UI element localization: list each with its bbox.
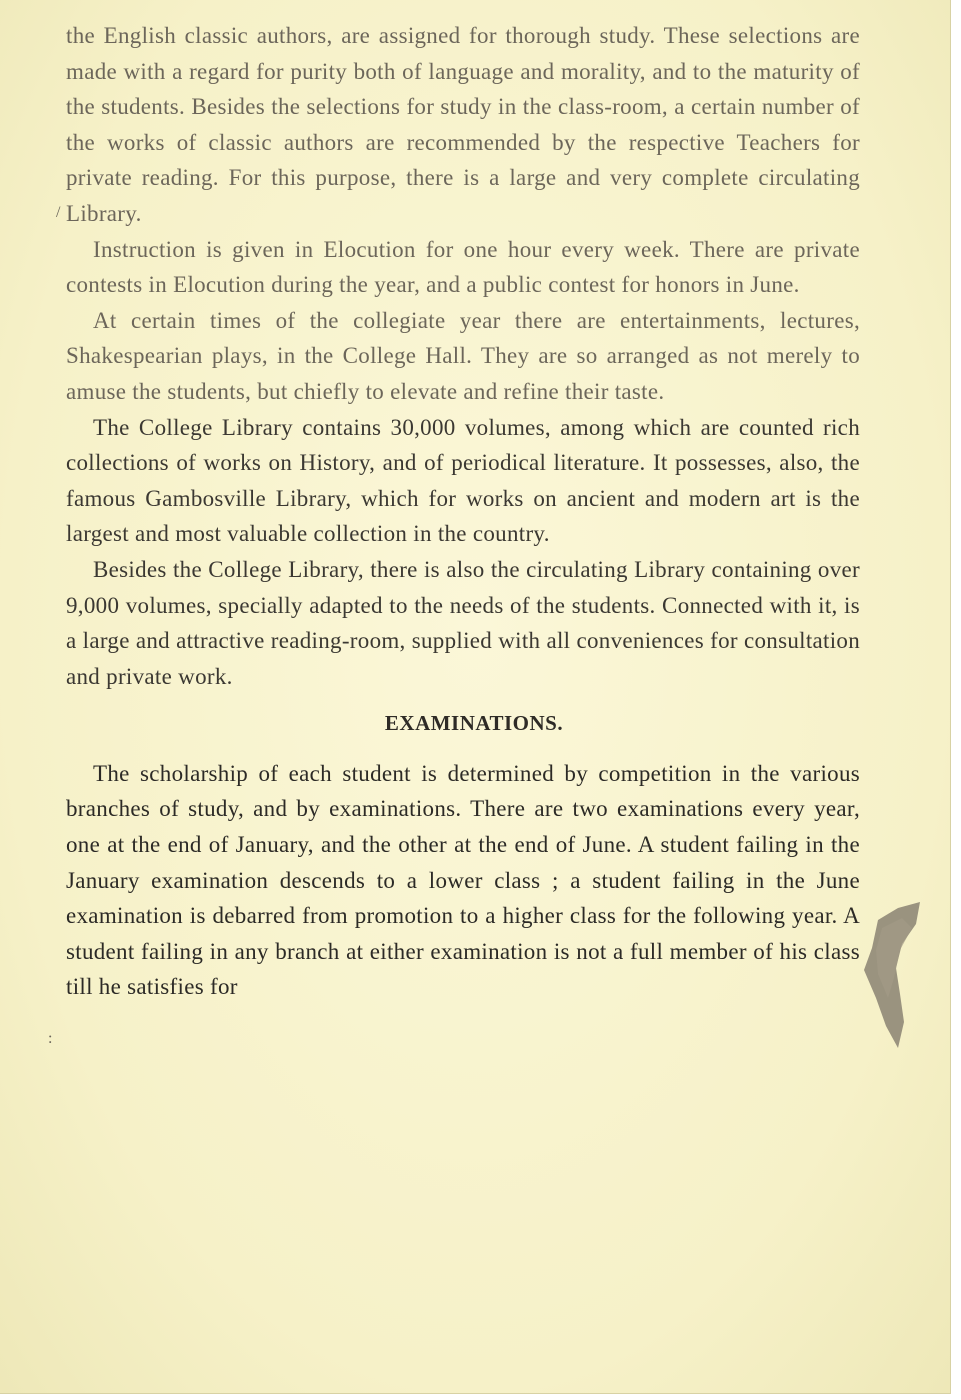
paragraph-circulating-library: Besides the College Library, there is also the circulating Library containing over 9,000 volumes, specially adapted to the needs of the students. Connected with it, is a large and attractive reading-room, supplied with all conveniences for consultation and private work. (66, 556, 860, 689)
paragraph-college-library: The College Library contains 30,000 volumes, among which are counted rich collections of works on History, and of periodical literature. It possesses, also, the famous Gambosville Library, which for works on ancient and modern art is the largest and most valuable collection in the country. (66, 414, 860, 547)
margin-colon-mark: : (48, 1030, 53, 1047)
paragraph-elocution: Instruction is given in Elocution for one hour every week. There are private contests in Elocution during the year, and a public contest for honors in June. (66, 236, 860, 298)
torn-paper-tab-icon (858, 898, 930, 1058)
section-heading-examinations: EXAMINATIONS. (384, 711, 564, 736)
margin-tick-mark: / (56, 204, 61, 221)
paragraph-examinations: The scholarship of each student is determined by competition in the various branches of study, and by examinations. There are two examinations every year, one at the end of January, and the other at the end of June. A student failing in the January examination descends to a lower class ; a student failing in the June examination is debarred from promotion to a higher class for the following year. A student failing in any branch at either examination is not a full member of his class till he satisfies for (66, 760, 860, 1000)
paragraph-entertainments: At certain times of the collegiate year there are entertainments, lectures, Shakespearian plays, in the College Hall. They are so arranged as not merely to amuse the students, but chiefly to elevate and refine their taste. (66, 307, 860, 404)
page-body (66, 18, 860, 1005)
paragraph-classic-authors: the English classic authors, are assigned for thorough study. These selections are made with a regard for purity both of language and morality, and to the maturity of the students. Besides the selections for study in the class-room, a certain number of the works of classic authors are recommended by the respective Teachers for private reading. For this purpose, there is a large and very complete circulating Library. (66, 23, 860, 226)
